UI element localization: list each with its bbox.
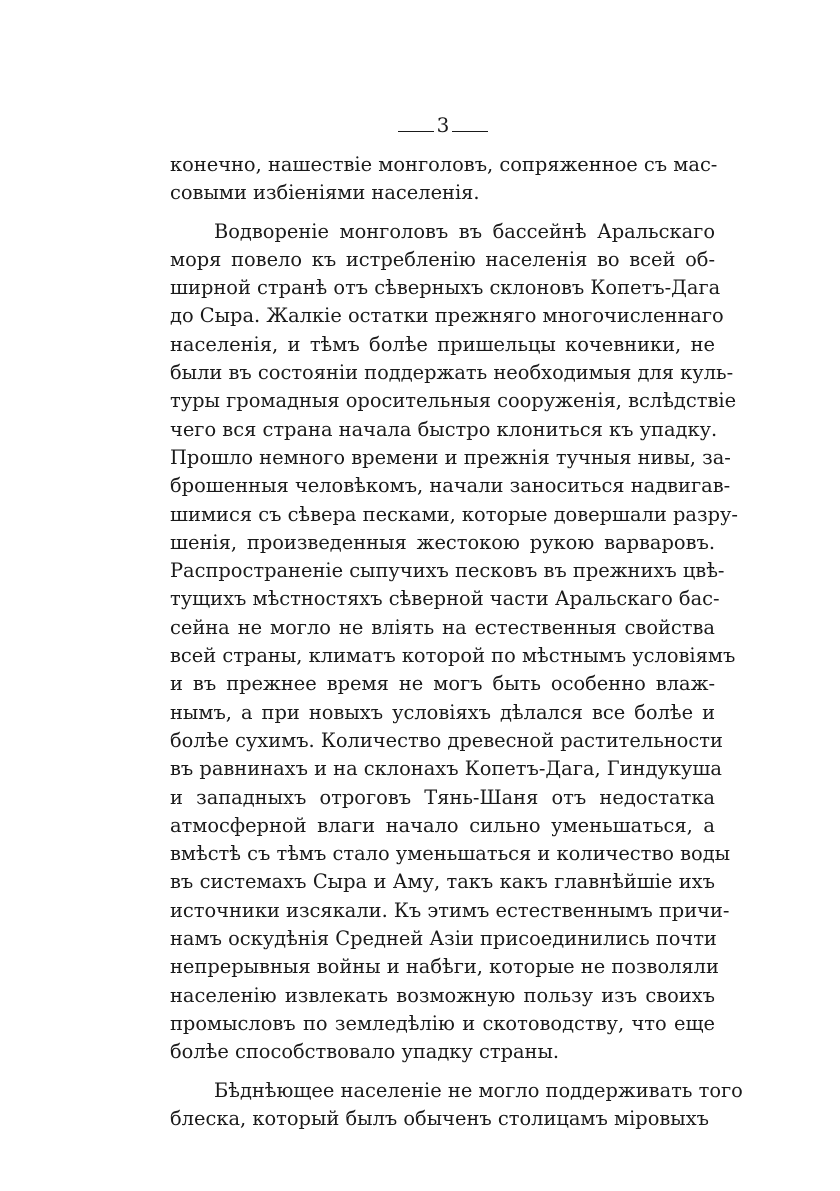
page-number-header — [398, 112, 488, 138]
paragraph-gap — [170, 1067, 715, 1077]
text-line: населенія, и тѣмъ болѣе пришельцы кочевники, не — [170, 332, 715, 356]
text-line: болѣе способствовало упадку страны. — [170, 1040, 560, 1064]
paragraph — [170, 1077, 743, 1134]
text-line: ширной странѣ отъ сѣверныхъ склоновъ Копетъ-Дага — [170, 276, 721, 300]
text-line: Водвореніе монголовъ въ бассейнѣ Аральскаго — [214, 219, 715, 243]
text-line: моря повело къ истребленію населенія во всей об- — [170, 247, 715, 271]
page-number: 3 — [436, 113, 450, 137]
text-line: до Сыра. Жалкіе остатки прежняго многочисленнаго — [170, 304, 724, 328]
text-line: туры громадныя оросительныя сооруженія, вслѣдствіе — [170, 389, 737, 413]
text-line: намъ оскудѣнія Средней Азіи присоединились почти — [170, 927, 717, 951]
text-line: источники изсякали. Къ этимъ естественнымъ причи- — [170, 898, 730, 922]
text-line: населенію извлекать возможную пользу изъ своихъ — [170, 983, 715, 1007]
text-line: Прошло немного времени и прежнія тучныя нивы, за- — [170, 445, 731, 469]
text-line: атмосферной влаги начало сильно уменьшаться, а — [170, 813, 715, 837]
text-line: сейна не могло не вліять на естественныя свойства — [170, 615, 715, 639]
text-line: чего вся страна начала быстро клониться къ упадку. — [170, 417, 718, 441]
text-line: болѣе сухимъ. Количество древесной растительности — [170, 728, 723, 752]
text-line: промысловъ по земледѣлію и скотоводству, что еще — [170, 1011, 715, 1035]
text-line: въ системахъ Сыра и Аму, такъ какъ главнѣйшіе ихъ — [170, 870, 715, 894]
text-line: были въ состояніи поддержать необходимыя для куль- — [170, 361, 734, 385]
text-line: вмѣстѣ съ тѣмъ стало уменьшаться и количество воды — [170, 842, 731, 866]
text-line: тущихъ мѣстностяхъ сѣверной части Аральскаго бас- — [170, 587, 720, 611]
text-line: конечно, нашествіе монголовъ, сопряженное съ мас- — [170, 153, 718, 176]
page-number-rule-left — [398, 131, 434, 132]
text-line: Распространеніе сыпучихъ песковъ въ прежнихъ цвѣ- — [170, 559, 725, 583]
text-line: всей страны, климатъ которой по мѣстнымъ условіямъ — [170, 644, 736, 668]
paragraph — [170, 218, 738, 1067]
paragraph — [170, 151, 718, 208]
text-line: непрерывныя войны и набѣги, которые не позволяли — [170, 955, 719, 979]
text-line: совыми избіеніями населенія. — [170, 181, 480, 205]
text-line: и въ прежнее время не могъ быть особенно влаж- — [170, 672, 715, 696]
text-line: и западныхъ отроговъ Тянь-Шаня отъ недостатка — [170, 785, 715, 809]
text-line: блеска, который былъ обыченъ столицамъ міровыхъ — [170, 1106, 709, 1130]
paragraph-gap — [170, 208, 715, 218]
text-line: шимися съ сѣвера песками, которые довершали разру- — [170, 502, 738, 526]
body-text — [170, 151, 743, 1133]
text-line: въ равнинахъ и на склонахъ Копетъ-Дага, Гиндукуша — [170, 757, 722, 781]
text-line: нымъ, а при новыхъ условіяхъ дѣлался все болѣе и — [170, 700, 715, 724]
text-line: брошенныя человѣкомъ, начали заноситься надвигав- — [170, 474, 731, 498]
text-line: Бѣднѣющее населеніе не могло поддерживать того — [214, 1078, 743, 1102]
text-line: шенія, произведенныя жестокою рукою варваровъ. — [170, 530, 715, 554]
page-number-rule-right — [452, 131, 488, 132]
